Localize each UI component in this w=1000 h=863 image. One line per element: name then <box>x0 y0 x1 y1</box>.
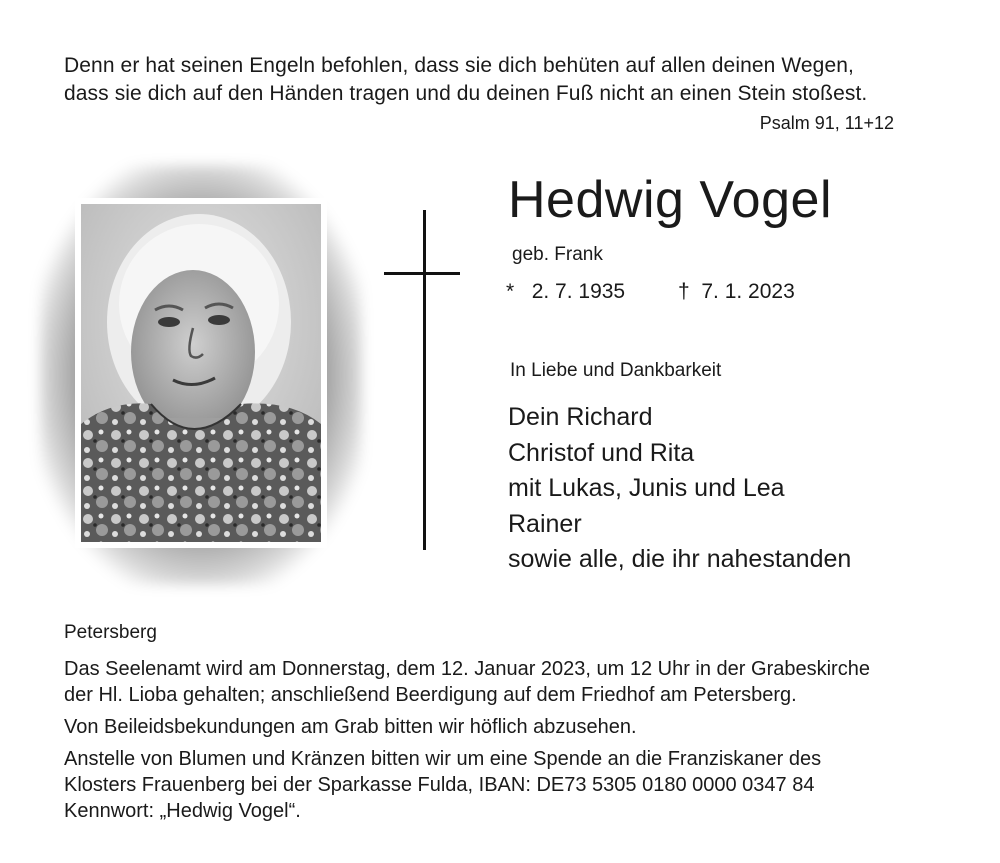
cross-vertical-bar <box>423 210 426 550</box>
donation-line-1: Anstelle von Blumen und Kränzen bitten wir um eine Spende an die Franziskaner des <box>64 748 822 770</box>
maiden-name: geb. Frank <box>512 244 603 265</box>
verse-reference: Psalm 91, 11+12 <box>759 113 894 133</box>
birth-star-icon: * <box>506 280 515 303</box>
service-info <box>64 656 964 708</box>
portrait-photo <box>81 204 321 542</box>
condolence-line: Von Beileidsbekundungen am Grab bitten wir höflich abzusehen. <box>64 716 637 738</box>
cross-horizontal-bar <box>384 272 460 275</box>
death-date: 7. 1. 2023 <box>701 280 795 303</box>
mourning-intro: In Liebe und Dankbarkeit <box>510 360 722 381</box>
birth-date: 2. 7. 1935 <box>531 280 626 303</box>
deceased-name: Hedwig Vogel <box>508 171 832 229</box>
death-cross-icon: † <box>678 280 690 303</box>
mourner-line: mit Lukas, Junis und Lea <box>508 474 785 502</box>
verse-line-2: dass sie dich auf den Händen tragen und du deinen Fuß nicht an einen Stein stoßest. <box>64 82 868 105</box>
donation-line-2: Klosters Frauenberg bei der Sparkasse Fulda, IBAN: DE73 5305 0180 0000 0347 84 <box>64 774 815 796</box>
birth-date-line <box>506 280 625 304</box>
mourner-line: sowie alle, die ihr nahestanden <box>508 545 852 573</box>
service-line-1: Das Seelenamt wird am Donnerstag, dem 12. Januar 2023, um 12 Uhr in der Grabeskirche <box>64 658 870 680</box>
service-line-2: der Hl. Lioba gehalten; anschließend Beerdigung auf dem Friedhof am Petersberg. <box>64 684 797 706</box>
mourners-list <box>508 400 851 578</box>
bible-verse <box>64 52 944 108</box>
donation-info <box>64 746 964 824</box>
mourner-line: Dein Richard <box>508 403 653 431</box>
death-date-line <box>678 280 795 304</box>
mourner-line: Rainer <box>508 509 582 538</box>
place-name: Petersberg <box>64 622 157 643</box>
portrait-illustration <box>81 204 321 542</box>
funeral-notice <box>64 656 964 830</box>
donation-line-3: Kennwort: „Hedwig Vogel“. <box>64 800 301 822</box>
condolence-info <box>64 714 964 740</box>
verse-line-1: Denn er hat seinen Engeln befohlen, dass sie dich behüten auf allen deinen Wegen, <box>64 54 854 77</box>
mourner-line: Christof und Rita <box>508 438 695 467</box>
